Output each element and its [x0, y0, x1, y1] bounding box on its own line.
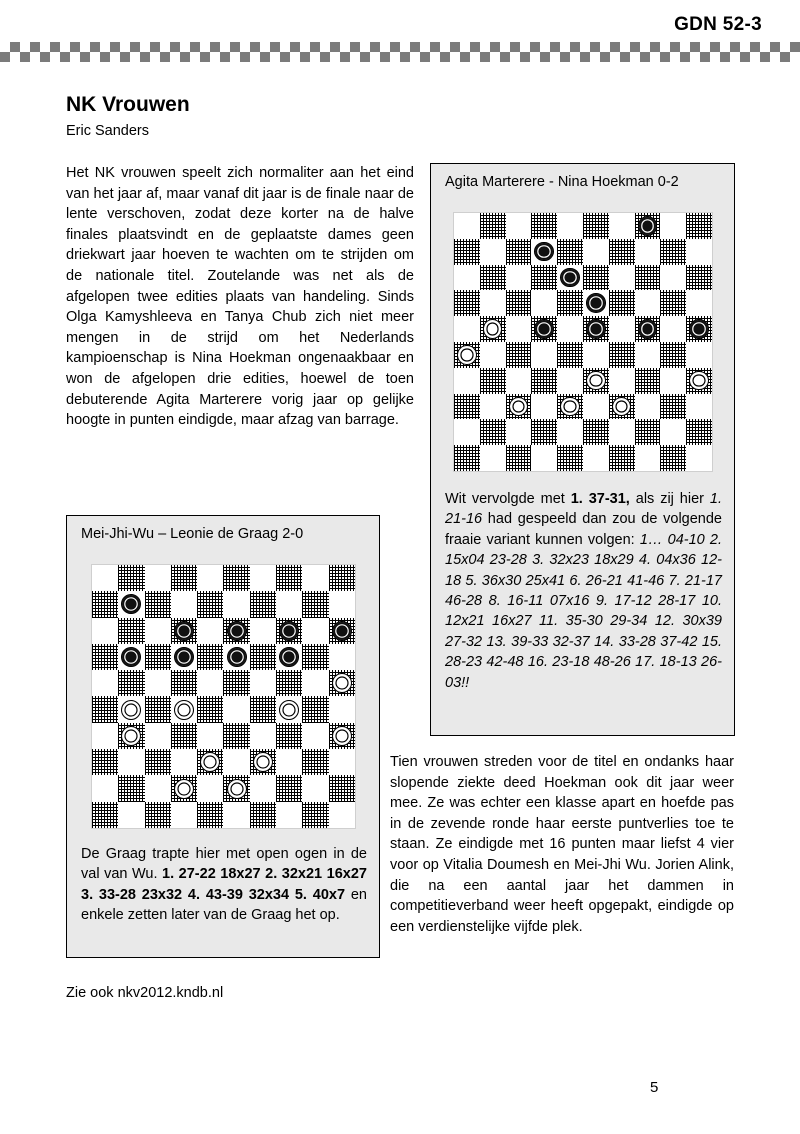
board-square [118, 802, 144, 828]
board-square [557, 445, 583, 471]
diagram-note-left [67, 844, 381, 926]
board-square [686, 419, 712, 445]
board-square [92, 749, 118, 775]
board-square [506, 213, 532, 239]
board-square [583, 394, 609, 420]
board-square [557, 368, 583, 394]
white-piece [560, 397, 580, 417]
board-square [92, 591, 118, 617]
black-piece [121, 647, 141, 667]
board-square [480, 368, 506, 394]
board-square [531, 419, 557, 445]
white-piece [509, 397, 529, 417]
board-square [145, 696, 171, 722]
board-square [171, 618, 197, 644]
board-square [92, 565, 118, 591]
board-square [171, 565, 197, 591]
board-square [609, 316, 635, 342]
board-square [635, 445, 661, 471]
board-square [250, 670, 276, 696]
board-square [480, 265, 506, 291]
board-square [686, 265, 712, 291]
board-square [454, 316, 480, 342]
board-square [660, 342, 686, 368]
white-piece [174, 700, 194, 720]
board-square [506, 419, 532, 445]
board-square [92, 775, 118, 801]
board-square [223, 644, 249, 670]
black-piece [560, 268, 580, 288]
board-square [329, 670, 355, 696]
board-square [660, 239, 686, 265]
board-square [635, 316, 661, 342]
black-piece [227, 647, 247, 667]
board-square [223, 591, 249, 617]
board-square [92, 644, 118, 670]
board-square [531, 316, 557, 342]
black-piece [638, 216, 658, 236]
board-square [118, 618, 144, 644]
board-square [329, 775, 355, 801]
white-piece [253, 752, 273, 772]
board-square [197, 723, 223, 749]
board-square [686, 239, 712, 265]
white-piece [174, 779, 194, 799]
board-square [506, 290, 532, 316]
footer-link: Zie ook nkv2012.kndb.nl [66, 985, 224, 1001]
board-square [329, 644, 355, 670]
board-square [660, 213, 686, 239]
board-square [276, 591, 302, 617]
board-square [92, 802, 118, 828]
board-square [276, 618, 302, 644]
board-square [660, 265, 686, 291]
board-square [506, 239, 532, 265]
board-square [660, 368, 686, 394]
board-square [480, 290, 506, 316]
page-header [0, 0, 800, 62]
white-piece [279, 700, 299, 720]
board-square [197, 749, 223, 775]
board-square [250, 802, 276, 828]
draughts-board-left [91, 564, 356, 829]
board-square [531, 445, 557, 471]
board-square [171, 775, 197, 801]
board-square [118, 775, 144, 801]
board-square [250, 644, 276, 670]
white-piece [689, 371, 709, 391]
board-square [557, 290, 583, 316]
board-square [609, 239, 635, 265]
board-square [583, 316, 609, 342]
white-piece [332, 726, 352, 746]
board-square [686, 316, 712, 342]
board-square [583, 213, 609, 239]
board-square [171, 723, 197, 749]
note-move-italic-1: 1. 21-16 [445, 491, 722, 528]
note-text-3: had gespeeld dan zou de volgende fraaie variant kunnen volgen: [445, 511, 722, 548]
board-square [609, 368, 635, 394]
board-square [276, 565, 302, 591]
diagram-panel-right [430, 163, 735, 736]
board-square [276, 775, 302, 801]
draughts-board-right [453, 212, 713, 472]
board-square [250, 565, 276, 591]
black-piece [534, 242, 554, 262]
board-square [250, 696, 276, 722]
board-square [557, 342, 583, 368]
board-square [118, 670, 144, 696]
board-square [531, 290, 557, 316]
board-square [454, 368, 480, 394]
black-piece [586, 293, 606, 313]
board-square [480, 394, 506, 420]
board-square [531, 368, 557, 394]
board-square [480, 213, 506, 239]
board-square [454, 342, 480, 368]
board-square [302, 618, 328, 644]
board-square [145, 565, 171, 591]
board-square [118, 749, 144, 775]
board-square [454, 265, 480, 291]
white-piece [612, 397, 632, 417]
board-square [583, 419, 609, 445]
board-square [223, 775, 249, 801]
board-square [276, 802, 302, 828]
page-title: NK Vrouwen [66, 93, 190, 116]
board-square [92, 723, 118, 749]
note-text-left-2: en enkele zetten later van de Graag het op. [81, 886, 367, 924]
board-square [506, 316, 532, 342]
board-square [171, 696, 197, 722]
board-square [635, 265, 661, 291]
black-piece [586, 319, 606, 339]
board-square [223, 749, 249, 775]
board-square [223, 802, 249, 828]
board-square [480, 316, 506, 342]
board-square [329, 591, 355, 617]
header-title: GDN 52-3 [674, 14, 762, 35]
board-square [480, 239, 506, 265]
board-square [118, 696, 144, 722]
board-square [635, 368, 661, 394]
board-square [329, 802, 355, 828]
board-square [223, 565, 249, 591]
board-square [302, 749, 328, 775]
board-square [145, 775, 171, 801]
diagram-caption-left: Mei-Jhi-Wu – Leonie de Graag 2-0 [81, 526, 304, 542]
board-square [329, 618, 355, 644]
article-author: Eric Sanders [66, 123, 150, 139]
board-square [557, 239, 583, 265]
intro-paragraph: Het NK vrouwen speelt zich normaliter aan het eind van het jaar af, maar vanaf dit jaar is de finale naar de lente verschoven, zodat deze korter na de halve finales plaatsvindt en de geplaatste dames geen driekwart jaar hoeven te wachten om te strijden om de nationale titel. Zoutelande was net als de afgelopen twee edities plaats van handeling. Sinds Olga Kamyshleeva en Tanya Chub zich niet meer mengen in de strijd om het Nederlands kampioenschap is Nina Hoekman ongenaakbaar en won de afgelopen drie edities, hoewel de toen debuterende Agita Marterere vorig jaar op gelijke hoogte in punten eindigde, maar afzag van barrage. [66, 165, 414, 429]
black-piece [279, 621, 299, 641]
checker-divider [0, 42, 800, 62]
diagram-caption-right: Agita Marterere - Nina Hoekman 0-2 [445, 174, 679, 190]
black-piece [534, 319, 554, 339]
board-square [660, 316, 686, 342]
board-square [557, 394, 583, 420]
board-square [531, 213, 557, 239]
board-square [171, 670, 197, 696]
black-piece [227, 621, 247, 641]
board-square [197, 775, 223, 801]
board-square [118, 723, 144, 749]
board-square [276, 644, 302, 670]
note-text-2: als zij hier [629, 491, 710, 507]
board-square [454, 419, 480, 445]
board-square [302, 696, 328, 722]
board-square [480, 342, 506, 368]
board-square [145, 749, 171, 775]
board-square [276, 696, 302, 722]
board-square [223, 670, 249, 696]
board-square [660, 394, 686, 420]
board-square [92, 618, 118, 644]
board-square [276, 723, 302, 749]
board-square [302, 723, 328, 749]
board-square [686, 290, 712, 316]
black-piece [174, 647, 194, 667]
note-text-1: Wit vervolgde met [445, 491, 571, 507]
board-square [660, 290, 686, 316]
white-piece [586, 371, 606, 391]
board-square [686, 342, 712, 368]
white-piece [200, 752, 220, 772]
note-move-bold-left: 1. 27-22 18x27 2. 32x21 16x27 3. 33-28 23x32 4. 43-39 32x34 5. 40x7 [81, 866, 367, 903]
board-square [454, 239, 480, 265]
board-square [506, 368, 532, 394]
board-square [531, 265, 557, 291]
board-square [197, 802, 223, 828]
board-square [118, 565, 144, 591]
black-piece [174, 621, 194, 641]
board-square [171, 591, 197, 617]
board-square [609, 419, 635, 445]
note-move-bold-1: 1. 37-31, [570, 491, 630, 507]
board-square [557, 316, 583, 342]
board-square [583, 342, 609, 368]
board-square [557, 419, 583, 445]
board-square [609, 445, 635, 471]
board-square [92, 696, 118, 722]
board-square [635, 213, 661, 239]
board-square [302, 591, 328, 617]
board-square [92, 670, 118, 696]
board-square [197, 696, 223, 722]
black-piece [332, 621, 352, 641]
board-square [635, 394, 661, 420]
board-square [250, 618, 276, 644]
board-square [197, 565, 223, 591]
board-square [609, 290, 635, 316]
board-square [329, 565, 355, 591]
board-square [660, 445, 686, 471]
diagram-note-right [431, 489, 736, 693]
board-square [583, 239, 609, 265]
board-square [197, 670, 223, 696]
black-piece [121, 594, 141, 614]
board-square [609, 394, 635, 420]
board-square [223, 696, 249, 722]
board-square [145, 591, 171, 617]
board-square [250, 591, 276, 617]
board-square [329, 723, 355, 749]
board-square [329, 696, 355, 722]
board-square [276, 670, 302, 696]
board-square [145, 802, 171, 828]
board-square [531, 239, 557, 265]
board-square [506, 342, 532, 368]
board-square [686, 394, 712, 420]
note-variation-italic: 1… 04-10 2. 15x04 23-28 3. 32x23 18x29 4. 04x36 12-18 5. 36x30 25x41 6. 26-21 41-46 7. 21-17 46-28 8. 16-11 07x16 9. 17-12 28-17 10. 12x21 16x27 11. 35-30 29-34 12. 30x39 27-32 13. 39-33 32-37 14. 33-28 37-42 15. 28-23 42-48 16. 23-18 48-26 17. 18-13 26-03!! [445, 531, 722, 691]
board-square [145, 644, 171, 670]
white-piece [457, 345, 477, 365]
board-square [454, 394, 480, 420]
board-square [609, 265, 635, 291]
board-square [609, 213, 635, 239]
board-square [454, 213, 480, 239]
board-square [302, 644, 328, 670]
board-square [480, 419, 506, 445]
board-square [557, 213, 583, 239]
board-square [583, 445, 609, 471]
board-square [197, 618, 223, 644]
board-square [145, 670, 171, 696]
black-piece [279, 647, 299, 667]
board-square [302, 565, 328, 591]
diagram-panel-left [66, 515, 380, 958]
board-square [302, 775, 328, 801]
board-square [583, 265, 609, 291]
board-square [118, 644, 144, 670]
board-square [118, 591, 144, 617]
board-square [583, 368, 609, 394]
board-square [171, 802, 197, 828]
closing-paragraph: Tien vrouwen streden voor de titel en ondanks haar slopende ziekte deed Hoekman ook dit jaar weer mee. Ze was echter een klasse apart en hoefde pas in de zevende ronde haar eerste puntverlies toe te staan. Ze eindigde met 16 punten maar liefst 4 vier voor op Vitalia Doumesh en Mei-Jhi Wu. Jorien Alink, die na een aantal jaar het dammen in competitieverband weer heeft opgepakt, eindigde op een verdienstelijke vijfde plek. [390, 754, 734, 935]
board-square [250, 749, 276, 775]
board-square [454, 290, 480, 316]
board-square [454, 445, 480, 471]
white-piece [227, 779, 247, 799]
board-square [171, 644, 197, 670]
board-square [531, 394, 557, 420]
board-square [557, 265, 583, 291]
board-square [506, 394, 532, 420]
black-piece [689, 319, 709, 339]
board-square [635, 342, 661, 368]
board-square [686, 213, 712, 239]
board-square [531, 342, 557, 368]
board-square [480, 445, 506, 471]
white-piece [483, 319, 503, 339]
board-square [250, 775, 276, 801]
board-square [197, 591, 223, 617]
board-square [302, 802, 328, 828]
board-square [329, 749, 355, 775]
board-square [635, 290, 661, 316]
board-square [660, 419, 686, 445]
note-text-left-1: De Graag trapte hier met open ogen in de val van Wu. [81, 846, 367, 883]
board-square [171, 749, 197, 775]
board-square [223, 723, 249, 749]
board-square [197, 644, 223, 670]
page-number: 5 [650, 1079, 659, 1096]
board-square [686, 368, 712, 394]
white-piece [121, 726, 141, 746]
board-square [506, 445, 532, 471]
board-square [250, 723, 276, 749]
board-square [276, 749, 302, 775]
board-square [609, 342, 635, 368]
white-piece [121, 700, 141, 720]
board-square [583, 290, 609, 316]
board-square [506, 265, 532, 291]
black-piece [638, 319, 658, 339]
board-square [635, 419, 661, 445]
board-square [145, 723, 171, 749]
board-square [223, 618, 249, 644]
board-square [302, 670, 328, 696]
board-square [686, 445, 712, 471]
white-piece [332, 673, 352, 693]
board-square [635, 239, 661, 265]
board-square [145, 618, 171, 644]
